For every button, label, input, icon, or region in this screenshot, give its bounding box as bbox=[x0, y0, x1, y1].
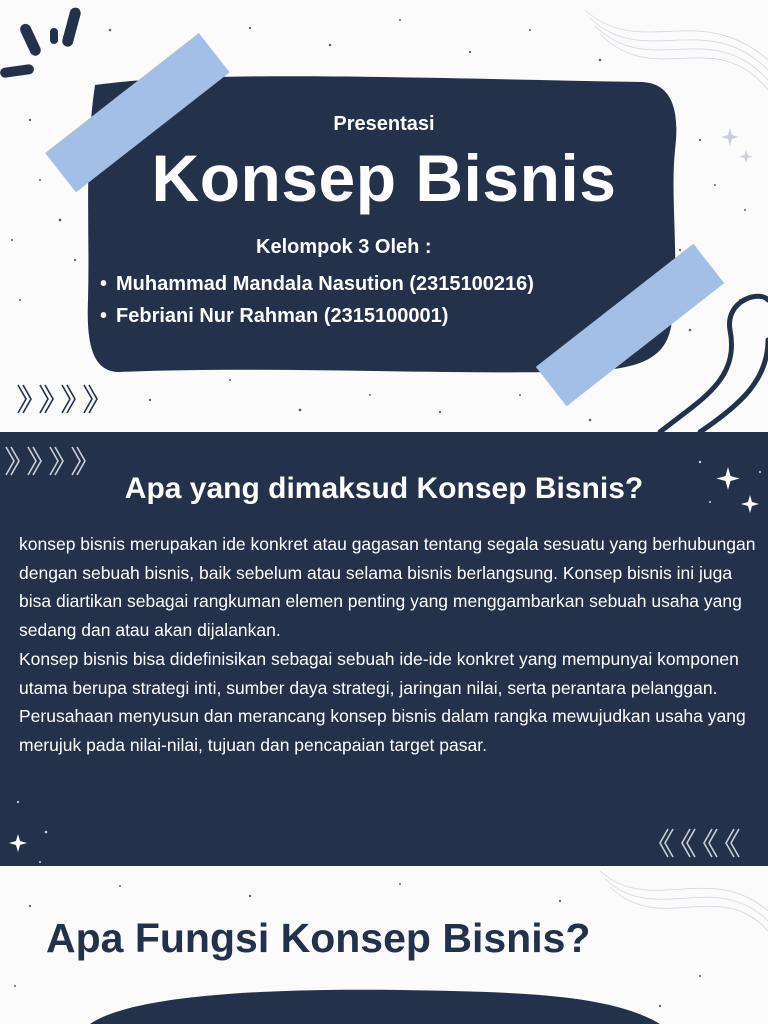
member-list bbox=[100, 268, 534, 332]
presentation-title: Konsep Bisnis bbox=[151, 141, 617, 215]
definition-body bbox=[19, 530, 759, 760]
definition-heading: Apa yang dimaksud Konsep Bisnis? bbox=[124, 472, 644, 505]
chevron-arrows-icon bbox=[6, 447, 85, 475]
function-heading: Apa Fungsi Konsep Bisnis? bbox=[46, 915, 591, 961]
member-item: • Muhammad Mandala Nasution (2315100216) bbox=[100, 268, 534, 300]
title-slide bbox=[0, 0, 768, 432]
chevron-arrows-icon bbox=[18, 385, 97, 413]
wave-lines-icon bbox=[585, 10, 768, 90]
definition-paragraph: konsep bisnis merupakan ide konkret atau gagasan tentang segala sesuatu yang berhubungan dengan sebuah bisnis, baik sebelum atau selama bisnis berlangsung. Konsep bisnis ini juga bisa diartikan sebagai rangkuman elemen penting yang menggambarkan sebuah usaha yang sedang dan atau akan dijalankan. bbox=[19, 534, 756, 641]
presentation-label: Presentasi bbox=[333, 113, 435, 135]
wave-lines-icon bbox=[600, 871, 768, 931]
member-item: • Febriani Nur Rahman (2315100001) bbox=[100, 300, 534, 332]
title-slide-decoration bbox=[0, 0, 768, 432]
content-card-blob bbox=[90, 990, 660, 1024]
definition-paragraph: Konsep bisnis bisa didefinisikan sebagai sebuah ide-ide konkret yang mempunyai komponen utama berupa strategi inti, sumber daya strategi, jaringan nilai, serta perantara pelanggan. Perusahaan menyusun dan merancang konsep bisnis dalam rangka mewujudkan usaha yang merujuk pada nilai-nilai, tujuan dan pencapaian target pasar. bbox=[19, 648, 746, 755]
group-label: Kelompok 3 Oleh : bbox=[256, 236, 432, 258]
brush-stroke-icon bbox=[0, 6, 82, 78]
chevron-arrows-icon bbox=[660, 829, 739, 857]
